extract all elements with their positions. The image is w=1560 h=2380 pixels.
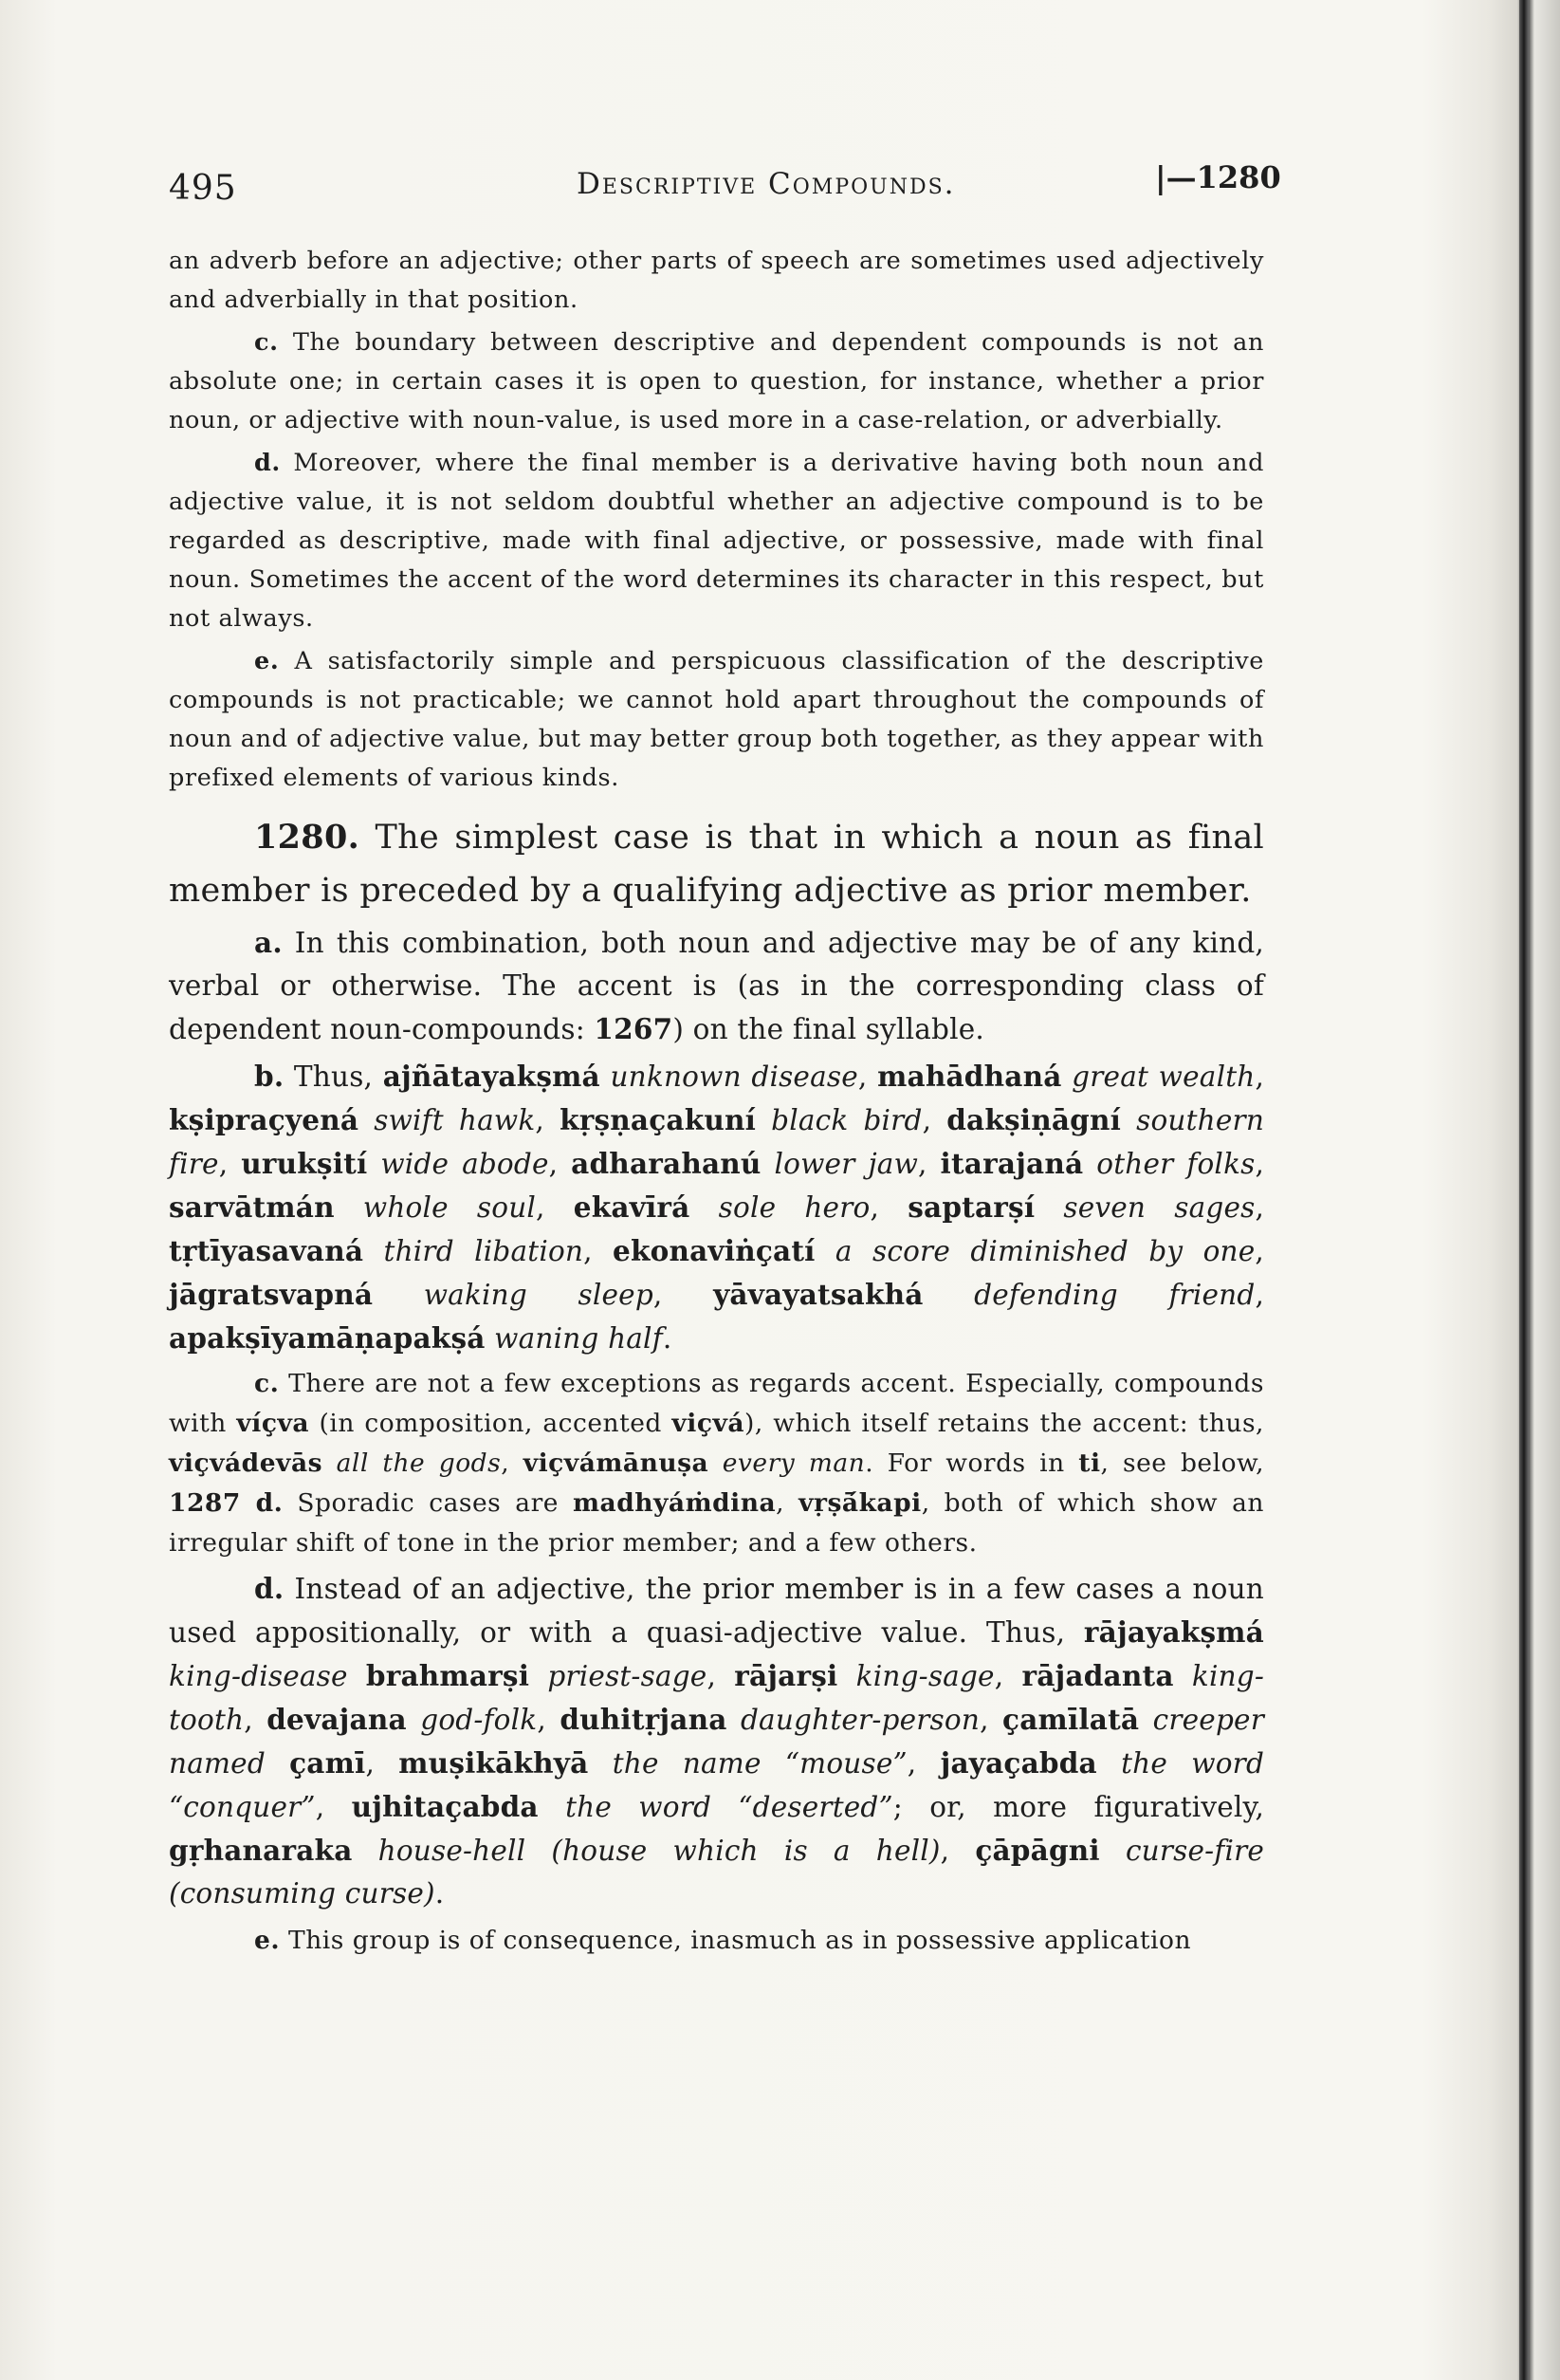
sanskrit-term: duhitṛjana [560,1703,727,1736]
gloss: waning half [494,1322,663,1355]
gloss: every man [722,1448,866,1478]
sanskrit-term: sarvātmán [169,1190,335,1224]
sanskrit-term: ekavīrá [573,1190,690,1224]
sanskrit-term: urukṣití [241,1147,368,1180]
gloss: defending friend [974,1279,1256,1311]
paragraph-continued: an adverb before an adjective; other parts of speech are sometimes used adjectively and adverbially in that position. [169,247,1264,314]
gloss: house-hell [377,1835,526,1867]
paragraph-1280b: b. Thus, ajñātayakṣmá unknown disease, mahādhaná great wealth, kṣipraçyená swift hawk, kṛṣṇaçakuní black bird, dakṣiṇāgní southern fire, urukṣití wide abode, adharahanú lower jaw, itarajaná other folks, sarvātmán whole soul, ekavīrá sole hero, saptarṣí seven sages, tṛtīyasavaná third libation, ekonaviṅçatí a score diminished by one, jāgratsvapná waking sleep, yāvayatsakhá defending friend, apakṣīyamāṇapakṣá waning half. [169,1060,1265,1355]
gloss: whole soul [362,1191,537,1224]
gloss: king-disease [169,1660,348,1692]
gloss: seven sages [1063,1191,1256,1224]
sanskrit-term: itarajaná [940,1147,1084,1180]
paragraph-1280c: c. There are not a few exceptions as regards accent. Especially, compounds with víçva (in composition, accented viçvá), which itself retains the accent: thus, viçvádevās all the gods, viçvámānuṣa every man. For words in ti, see below, 1287 d. Sporadic cases are madhyáṁdina, vṛṣā́kapi, both of which show an irregular shift of tone in the prior member; and a few others. [169,1369,1264,1558]
gloss: the name “mouse” [612,1747,908,1780]
sanskrit-term: kṣipraçyená [169,1103,359,1136]
sanskrit-term: çamī [289,1746,366,1780]
paragraph-1280a: a. In this combination, both noun and adjective may be of any kind, verbal or otherwise. The accent is (as in the corresponding class of dependent noun-compounds: 1267) on the final syllable. [169,926,1264,1045]
gloss: the word “deserted” [565,1791,893,1823]
para-label: d. [254,449,281,477]
sanskrit-term: ekonaviṅçatí [613,1234,816,1267]
sanskrit-term: jāgratsvapná [169,1278,374,1311]
book-spine-shadow [1519,0,1529,2380]
sanskrit-term: yāvayatsakhá [713,1278,924,1311]
sanskrit-term: muṣikākhyā [398,1746,589,1780]
gloss: southern fire [169,1104,1265,1180]
para-label: d. [254,1572,284,1605]
sanskrit-term: rājadanta [1021,1659,1174,1692]
page-body [169,242,1264,1962]
sanskrit-term: brahmarṣi [365,1659,530,1692]
sanskrit-term: ajñātayakṣmá [382,1060,600,1093]
cross-reference: 1267 [594,1012,673,1045]
paragraph-1280e: e. This group is of consequence, inasmuch as in possessive application [254,1926,1192,1955]
gloss: unknown disease [610,1061,858,1093]
para-label: e. [254,647,280,675]
gloss: king-sage [855,1660,995,1692]
gloss: (consuming curse) [169,1877,435,1910]
paragraph-c: c. The boundary between descriptive and dependent compounds is not an absolute one; in certain cases it is open to question, for instance, whether a prior noun, or adjective with noun-value, is used more in a case-relation, or adverbially. [169,328,1264,434]
para-label: b. [254,1060,284,1093]
small-print-block [169,242,1264,798]
sanskrit-term: viçvádevās [169,1448,323,1478]
gloss: king-tooth [169,1660,1265,1736]
running-title: Descriptive Compounds. [577,167,956,201]
para-label: e. [254,1926,281,1955]
sanskrit-term: vṛṣā́kapi [798,1488,922,1518]
sanskrit-term: jayaçabda [940,1746,1097,1780]
para-label: c. [254,328,279,357]
gloss: lower jaw [774,1148,919,1180]
sanskrit-term: kṛṣṇaçakuní [560,1103,757,1136]
section-1280-subparas [169,921,1264,1962]
sanskrit-term: dakṣiṇāgní [946,1103,1122,1136]
gloss: wide abode [380,1148,549,1180]
paragraph-1280d: d. Instead of an adjective, the prior member is in a few cases a noun used appositionally, or with a quasi-adjective value. Thus, rājayakṣmá king-disease brahmarṣi priest-sage, rājarṣi king-sage, rājadanta king-tooth, devajana god-folk, duhitṛjana daughter-person, çamīlatā creeper named çamī, muṣikākhyā the name “mouse”, jayaçabda the word “conquer”, ujhitaçabda the word “deserted”; or, more figuratively, gṛhanaraka house-hell (house which is a hell), çāpāgni curse-fire (consuming curse). [169,1572,1265,1910]
sanskrit-term: rājarṣi [734,1659,838,1692]
gloss: all the gods [336,1448,502,1478]
example-list: rājayakṣmá king-disease brahmarṣi priest-sage, rājarṣi king-sage, rājadanta king-tooth, devajana god-folk, duhitṛjana daughter-person, çamīlatā creeper named [169,1615,1265,1780]
sanskrit-term: ujhitaçabda [351,1790,539,1823]
section-reference: |—1280 [1155,159,1281,195]
gloss: priest-sage [547,1660,707,1692]
gloss: daughter-person [740,1704,981,1736]
gloss: great wealth [1072,1061,1256,1093]
sanskrit-term: mahādhaná [877,1060,1062,1093]
sanskrit-term: tṛtīyasavaná [169,1234,364,1267]
example-list: ajñātayakṣmá unknown disease, mahādhaná great wealth, kṣipraçyená swift hawk, kṛṣṇaçakuní black bird, dakṣiṇāgní southern fire, urukṣití wide abode, adharahanú lower jaw, itarajaná other folks, sarvātmán whole soul, ekavīrá sole hero, saptarṣí seven sages, tṛtīyasavaná third libation, ekonaviṅçatí a score diminished by one, jāgratsvapná waking sleep, yāvayatsakhá defending friend, apakṣīyamāṇapakṣá waning half. [169,1060,1265,1355]
section-1280: 1280. The simplest case is that in which a noun as final member is preceded by a qualifying adjective as prior member. [169,818,1264,910]
gloss: (house which is a hell) [551,1835,941,1867]
gloss: sole hero [718,1191,871,1224]
sanskrit-term: madhyáṁdina [573,1488,777,1518]
gloss: black bird [771,1104,923,1136]
para-label: c. [254,1369,280,1398]
cross-reference: 1287 d. [169,1488,284,1518]
sanskrit-term: çamīlatā [1002,1703,1140,1736]
paragraph-d: d. Moreover, where the final member is a derivative having both noun and adjective value, it is not seldom doubtful whether an adjective compound is to be regarded as descriptive, made with final adjective, or possessive, made with final noun. Sometimes the accent of the word determines its character in this respect, but not always. [169,449,1264,633]
gloss: swift hawk [374,1104,536,1136]
para-label: a. [254,926,283,959]
gloss: the word “conquer” [169,1747,1265,1823]
sanskrit-term: viçvámānuṣa [523,1448,709,1478]
gloss: waking sleep [423,1279,653,1311]
gloss: curse-fire [1125,1835,1265,1867]
sanskrit-term: devajana [266,1703,407,1736]
sanskrit-term: rājayakṣmá [1083,1615,1264,1649]
paragraph-e: e. A satisfactorily simple and perspicuous classification of the descriptive compounds is not practicable; we cannot hold apart throughout the compounds of noun and of adjective value, but may better group both together, as they appear with prefixed elements of various kinds. [169,647,1264,792]
sanskrit-term: çāpāgni [975,1834,1100,1867]
sanskrit-term: saptarṣí [908,1190,1036,1224]
gloss: creeper named [169,1704,1265,1780]
sanskrit-term: viçvá [671,1409,745,1438]
section-1280-block [169,811,1264,917]
sanskrit-term: apakṣīyamāṇapakṣá [169,1321,486,1355]
sanskrit-term: gṛhanaraka [169,1834,353,1867]
section-number: 1280. [254,818,360,857]
sanskrit-term: adharahanú [571,1147,762,1180]
running-header [169,152,1288,209]
gloss: god-folk [420,1704,538,1736]
gloss: a score diminished by one [835,1235,1256,1267]
sanskrit-term: ti [1078,1448,1101,1478]
page-number: 495 [169,169,237,208]
sanskrit-term: víçva [236,1409,310,1438]
gloss: third libation [383,1235,584,1267]
gloss: other folks [1096,1148,1256,1180]
